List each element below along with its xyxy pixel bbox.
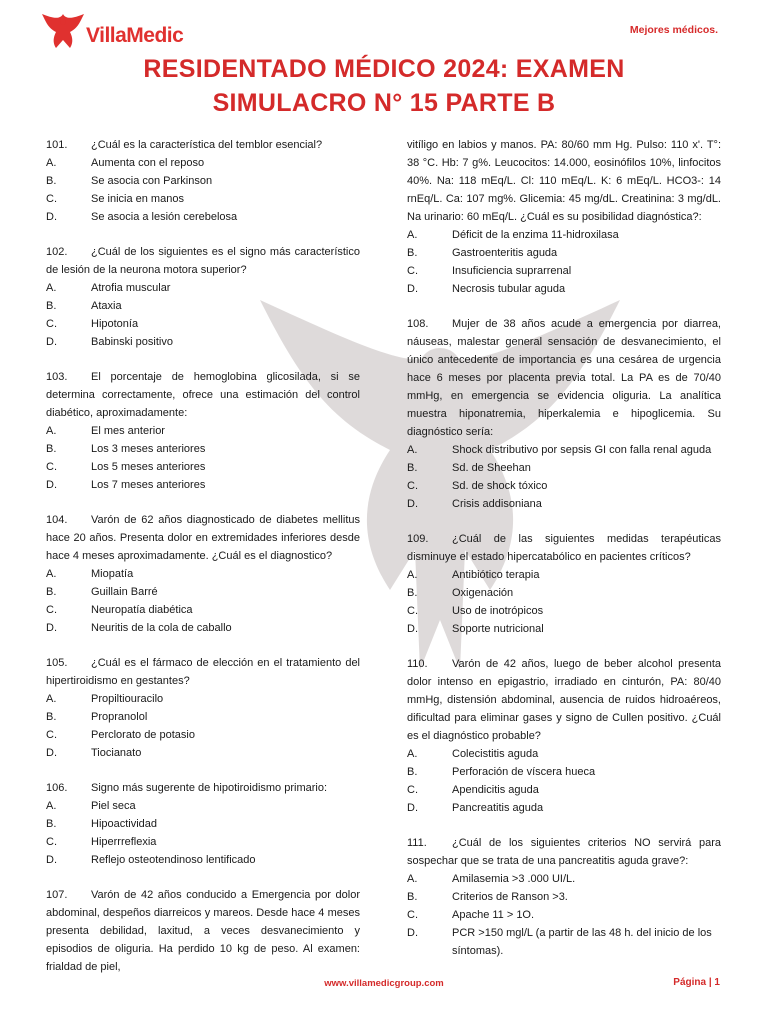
option-letter: D. <box>46 622 57 634</box>
question-stem: ¿Cuál es el fármaco de elección en el tratamiento del hipertiroidismo en gestantes? <box>46 657 360 687</box>
option-text: Perclorato de potasio <box>91 729 195 741</box>
option-text: Sd. de shock tóxico <box>452 480 548 492</box>
option-text: Ataxia <box>91 300 122 312</box>
option-letter: A. <box>46 800 57 812</box>
question-stem: Varón de 42 años, luego de beber alcohol presenta dolor intenso en epigastrio, irradiado en cinturón, PA: 80/40 mmHg, distensión abdominal, ausencia de ruidos hidroaéreos, dificultad para eliminar gases y signo de Cullen positivo. ¿Cuál es el diagnóstico probable? <box>407 658 721 742</box>
option-letter: B. <box>46 586 57 598</box>
option-text: Apendicitis aguda <box>452 784 539 796</box>
question-stem: vitíligo en labios y manos. PA: 80/60 mm Hg. Pulso: 110 x'. T°: 38 °C. Hb: 7 g%. Leucocitos: 14.000, eosinófilos 10%, linfocitos 40%. Na: 118 mEq/L. Cl: 110 mEq/L. K: 6 mEq/L. HCO3-: 14 rnEq/L. Ca: 107 mg%. Glicemia: 45 mg/dL. Creatinina: 3 mg/dL. Na urinario: 60 mEq/L. ¿Cuál es su posibilidad diagnóstica?: <box>407 139 721 223</box>
option-letter: A. <box>407 444 418 456</box>
question-number: 110. <box>407 658 428 670</box>
option-text: Pancreatitis aguda <box>452 802 544 814</box>
option-letter: A. <box>407 873 418 885</box>
question-number: 106. <box>46 782 68 794</box>
answer-option <box>407 620 721 638</box>
question-number: 105. <box>46 657 68 669</box>
option-text: Babinski positivo <box>91 336 173 348</box>
option-letter: A. <box>46 282 57 294</box>
option-letter: B. <box>407 247 418 259</box>
question-number: 104. <box>46 514 68 526</box>
option-text: Crisis addisoniana <box>452 498 542 510</box>
option-letter: A. <box>407 229 418 241</box>
answer-option <box>46 619 360 637</box>
question-text <box>46 779 360 797</box>
option-text: El mes anterior <box>91 425 165 437</box>
option-letter: D. <box>46 854 57 866</box>
question-number: 102. <box>46 246 68 258</box>
answer-option <box>46 851 360 869</box>
question-stem: Signo más sugerente de hipotiroidismo primario: <box>91 782 328 794</box>
option-letter: A. <box>46 568 57 580</box>
answer-option <box>46 583 360 601</box>
option-letter: D. <box>407 623 418 635</box>
option-letter: A. <box>46 425 57 437</box>
option-letter: B. <box>46 818 57 830</box>
option-letter: D. <box>407 498 418 510</box>
answer-option <box>407 781 721 799</box>
answer-option <box>46 708 360 726</box>
option-text: Hipoactividad <box>91 818 158 830</box>
question-number: 111. <box>407 837 427 849</box>
question-text <box>407 834 721 870</box>
option-text: Perforación de víscera hueca <box>452 766 596 778</box>
footer-url-link[interactable]: www.villamedicgroup.com <box>324 978 444 989</box>
option-letter: B. <box>46 300 57 312</box>
option-text: Soporte nutricional <box>452 623 544 635</box>
question-stem: ¿Cuál de los siguientes criterios NO servirá para sospechar que se trata de una pancreatitis aguda grave?: <box>407 837 721 867</box>
answer-option <box>407 870 721 888</box>
option-text: Atrofia muscular <box>91 282 171 294</box>
option-text: Neuritis de la cola de caballo <box>91 622 232 634</box>
answer-option <box>46 476 360 494</box>
option-letter: D. <box>407 927 418 939</box>
option-text: Tiocianato <box>91 747 142 759</box>
option-letter: B. <box>407 587 418 599</box>
right-column <box>407 136 721 977</box>
option-text: Los 3 meses anteriores <box>91 443 206 455</box>
answer-option <box>46 458 360 476</box>
option-text: PCR >150 mgl/L (a partir de las 48 h. del inicio de los síntomas). <box>452 927 712 957</box>
question-block <box>46 779 360 869</box>
option-letter: C. <box>46 836 57 848</box>
option-text: Oxigenación <box>452 587 514 599</box>
answer-option <box>407 888 721 906</box>
question-number: 109. <box>407 533 429 545</box>
question-block <box>407 655 721 817</box>
question-stem: Varón de 62 años diagnosticado de diabetes mellitus hace 20 años. Presenta dolor en extremidades inferiores desde hace 4 meses aproximadamente. ¿Cuál es el diagnostico? <box>46 514 360 562</box>
option-letter: C. <box>407 265 418 277</box>
answer-option <box>46 565 360 583</box>
option-letter: B. <box>46 175 57 187</box>
option-letter: A. <box>407 748 418 760</box>
question-block <box>46 243 360 351</box>
option-letter: D. <box>46 747 57 759</box>
question-stem: Mujer de 38 años acude a emergencia por diarrea, náuseas, malestar general sensación de desvanecimiento, el único antecedente de importancia es una cesárea de urgencia hace 6 meses por placenta previa total. La PA es de 70/40 mmHg, en emergencia se evidencia oliguria. La analítica muestra hiponatremia, hiperkalemia e hipoglicemia. Su diagnóstico sería: <box>407 318 721 438</box>
answer-option <box>46 297 360 315</box>
question-stem: ¿Cuál es la característica del temblor esencial? <box>91 139 323 151</box>
option-text: Piel seca <box>91 800 136 812</box>
title-line-1: RESIDENTADO MÉDICO 2024: EXAMEN <box>143 55 625 83</box>
option-letter: A. <box>46 157 57 169</box>
option-text: Amilasemia >3 .000 UI/L. <box>452 873 576 885</box>
tagline: Mejores médicos. <box>629 24 718 36</box>
answer-option <box>407 745 721 763</box>
answer-option <box>407 226 721 244</box>
question-text <box>407 655 721 745</box>
option-text: Neuropatía diabética <box>91 604 193 616</box>
question-block <box>407 315 721 513</box>
option-text: Colecistitis aguda <box>452 748 539 760</box>
option-text: Antibiótico terapia <box>452 569 540 581</box>
option-text: Los 5 meses anteriores <box>91 461 206 473</box>
eagle-logo-icon <box>38 10 88 52</box>
option-letter: B. <box>46 711 57 723</box>
option-letter: B. <box>407 766 418 778</box>
option-text: Sd. de Sheehan <box>452 462 531 474</box>
answer-option <box>407 906 721 924</box>
option-letter: B. <box>407 462 418 474</box>
option-letter: C. <box>46 193 57 205</box>
title-line-2: SIMULACRO N° 15 PARTE B <box>212 89 556 117</box>
option-text: Los 7 meses anteriores <box>91 479 206 491</box>
villamedic-logo <box>38 10 198 52</box>
option-text: Shock distributivo por sepsis GI con falla renal aguda <box>452 444 712 456</box>
question-block <box>407 136 721 298</box>
answer-option <box>407 441 721 459</box>
option-text: Miopatía <box>91 568 134 580</box>
option-text: Se asocia a lesión cerebelosa <box>91 211 238 223</box>
answer-option <box>46 315 360 333</box>
answer-option <box>407 280 721 298</box>
answer-option <box>46 190 360 208</box>
option-letter: C. <box>46 604 57 616</box>
answer-option <box>407 477 721 495</box>
question-block <box>46 511 360 637</box>
answer-option <box>407 244 721 262</box>
option-text: Apache 11 > 1O. <box>452 909 535 921</box>
answer-option <box>46 815 360 833</box>
option-text: Guillain Barré <box>91 586 158 598</box>
page-number: Página | 1 <box>673 977 720 988</box>
answer-option <box>46 601 360 619</box>
question-stem: ¿Cuál de los siguientes es el signo más característico de lesión de la neurona motora superior? <box>46 246 360 276</box>
option-letter: B. <box>407 891 418 903</box>
option-text: Hiperrreflexia <box>91 836 157 848</box>
option-text: Aumenta con el reposo <box>91 157 205 169</box>
option-text: Insuficiencia suprarrenal <box>452 265 572 277</box>
question-block <box>46 654 360 762</box>
option-letter: A. <box>46 693 57 705</box>
question-text <box>407 315 721 441</box>
answer-option <box>46 440 360 458</box>
answer-option <box>46 690 360 708</box>
option-letter: D. <box>46 336 57 348</box>
option-letter: D. <box>46 211 57 223</box>
option-text: Gastroenteritis aguda <box>452 247 558 259</box>
answer-option <box>46 208 360 226</box>
option-letter: D. <box>407 802 418 814</box>
question-text <box>407 530 721 566</box>
option-text: Déficit de la enzima 11-hidroxilasa <box>452 229 619 241</box>
answer-option <box>46 726 360 744</box>
answer-option <box>407 799 721 817</box>
option-letter: C. <box>46 318 57 330</box>
option-text: Propranolol <box>91 711 148 723</box>
question-text <box>407 136 721 226</box>
option-text: Reflejo osteotendinoso lentificado <box>91 854 256 866</box>
left-column <box>46 136 360 993</box>
question-text <box>46 511 360 565</box>
answer-option <box>407 602 721 620</box>
question-block <box>46 368 360 494</box>
option-text: Se asocia con Parkinson <box>91 175 213 187</box>
question-block <box>407 834 721 960</box>
question-text <box>46 243 360 279</box>
answer-option <box>46 797 360 815</box>
answer-option <box>46 422 360 440</box>
option-text: Se inicia en manos <box>91 193 184 205</box>
question-block <box>407 530 721 638</box>
page-title <box>0 52 768 120</box>
brand-name: VillaMedic <box>86 24 184 47</box>
question-number: 103. <box>46 371 68 383</box>
question-text <box>46 886 360 976</box>
answer-option <box>407 584 721 602</box>
option-letter: C. <box>407 909 418 921</box>
answer-option <box>407 495 721 513</box>
question-text <box>46 654 360 690</box>
option-text: Hipotonía <box>91 318 139 330</box>
question-stem: Varón de 42 años conducido a Emergencia por dolor abdominal, despeños diarreicos y mareos. Desde hace 4 meses presenta debilidad, laxitud, a veces desvanecimiento y episodios de oliguria. Ha perdido 10 kg de peso. Al examen: frialdad de piel, <box>46 889 360 973</box>
question-block <box>46 886 360 976</box>
option-text: Criterios de Ranson >3. <box>452 891 568 903</box>
answer-option <box>46 154 360 172</box>
question-number: 107. <box>46 889 68 901</box>
option-letter: C. <box>46 729 57 741</box>
answer-option <box>407 459 721 477</box>
answer-option <box>46 333 360 351</box>
option-letter: D. <box>407 283 418 295</box>
option-text: Necrosis tubular aguda <box>452 283 566 295</box>
page-header <box>0 0 768 52</box>
answer-option <box>46 279 360 297</box>
question-text <box>46 136 360 154</box>
question-stem: ¿Cuál de las siguientes medidas terapéuticas disminuye el estado hipercatabólico en pacientes críticos? <box>407 533 721 563</box>
question-number: 101. <box>46 139 68 151</box>
option-letter: C. <box>407 784 418 796</box>
option-letter: C. <box>46 461 57 473</box>
answer-option <box>407 262 721 280</box>
answer-option <box>46 744 360 762</box>
question-stem: El porcentaje de hemoglobina glicosilada, si se determina correctamente, ofrece una estimación del control diabético, aproximadamente: <box>46 371 360 419</box>
question-number: 108. <box>407 318 429 330</box>
option-letter: C. <box>407 605 418 617</box>
question-text <box>46 368 360 422</box>
option-letter: D. <box>46 479 57 491</box>
answer-option <box>407 924 721 960</box>
option-letter: A. <box>407 569 418 581</box>
answer-option <box>407 763 721 781</box>
answer-option <box>46 833 360 851</box>
option-letter: C. <box>407 480 418 492</box>
option-letter: B. <box>46 443 57 455</box>
option-text: Propiltiouracilo <box>91 693 164 705</box>
option-text: Uso de inotrópicos <box>452 605 544 617</box>
question-block <box>46 136 360 226</box>
answer-option <box>46 172 360 190</box>
answer-option <box>407 566 721 584</box>
